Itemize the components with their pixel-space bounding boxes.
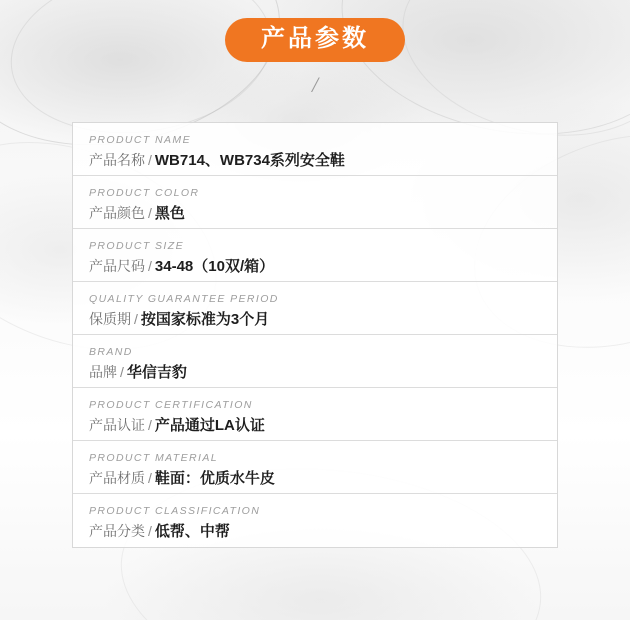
spec-value: 按国家标准为3个月 — [140, 310, 270, 328]
spec-content — [89, 522, 543, 542]
spec-label: 产品认证 — [89, 416, 145, 433]
spec-label: 产品尺码 — [89, 257, 145, 274]
spec-content — [89, 204, 543, 224]
spec-row — [73, 388, 557, 441]
spec-english-label: PRODUCT SIZE — [89, 240, 184, 252]
title-divider-mark: / — [311, 72, 319, 97]
spec-separator: / — [120, 363, 124, 380]
spec-value: 34-48（10双/箱） — [154, 257, 275, 275]
spec-row — [73, 282, 557, 335]
spec-separator: / — [148, 469, 152, 486]
spec-label: 产品分类 — [89, 522, 145, 539]
spec-content — [89, 151, 543, 171]
spec-row — [73, 123, 557, 176]
spec-table — [72, 122, 558, 548]
spec-value: 华信吉豹 — [126, 363, 187, 381]
spec-english-label: PRODUCT CERTIFICATION — [89, 399, 253, 411]
spec-english-label: PRODUCT MATERIAL — [89, 452, 218, 464]
spec-separator: / — [148, 257, 152, 274]
spec-separator: / — [134, 310, 138, 327]
spec-english-label: PRODUCT COLOR — [89, 187, 200, 199]
spec-separator: / — [148, 416, 152, 433]
spec-separator: / — [148, 522, 152, 539]
spec-row — [73, 335, 557, 388]
spec-label: 品牌 — [89, 363, 117, 380]
spec-row — [73, 176, 557, 229]
spec-label: 产品名称 — [89, 151, 145, 168]
spec-row — [73, 494, 557, 547]
spec-content — [89, 469, 543, 489]
spec-separator: / — [148, 151, 152, 168]
spec-row — [73, 229, 557, 282]
spec-label: 产品材质 — [89, 469, 145, 486]
spec-value: 鞋面：优质水牛皮 — [154, 469, 275, 487]
spec-content — [89, 363, 543, 383]
page-title: 产品参数 — [225, 18, 405, 62]
spec-value: 黑色 — [154, 204, 185, 222]
spec-english-label: BRAND — [89, 346, 133, 358]
spec-english-label: QUALITY GUARANTEE PERIOD — [89, 293, 279, 305]
spec-value: 产品通过LA认证 — [154, 416, 265, 434]
spec-separator: / — [148, 204, 152, 221]
spec-content — [89, 416, 543, 436]
spec-value: 低帮、中帮 — [154, 522, 230, 540]
spec-english-label: PRODUCT CLASSIFICATION — [89, 505, 261, 517]
spec-label: 保质期 — [89, 310, 131, 327]
spec-row — [73, 441, 557, 494]
spec-content — [89, 310, 543, 330]
spec-content — [89, 257, 543, 277]
spec-english-label: PRODUCT NAME — [89, 134, 191, 146]
spec-value: WB714、WB734系列安全鞋 — [154, 151, 345, 169]
spec-label: 产品颜色 — [89, 204, 145, 221]
